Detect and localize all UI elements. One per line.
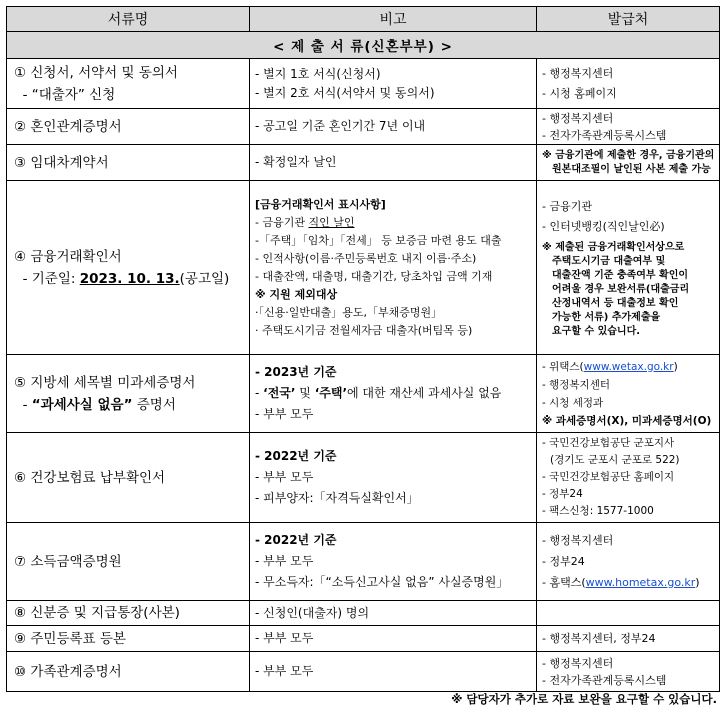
remark-line: - 부부 모두 xyxy=(255,407,314,421)
issuer-line: - 전자가족관계등록시스템 xyxy=(542,128,667,142)
issuer-note: ※ 제출된 금융거래확인서상으로 주택도시기금 대출여부 및 대출잔액 기준 충족여부 확인이 어려울 경우 보완서류(대출금리 산정내역서 등 대출정보 확인 가능한 서류) 추가제출을 요구할 수 있습니다. xyxy=(542,241,690,337)
issuer-line: - 행정복지센터 xyxy=(542,534,614,547)
doc-name: ⑩ 가족관계증명서 xyxy=(14,663,122,680)
remark-line: - 확정일자 날인 xyxy=(255,155,337,169)
remark-line: - 부부 모두 xyxy=(255,664,314,678)
remark-line: - 대출잔액, 대출명, 대출기간, 당초차입 금액 기재 xyxy=(255,269,493,283)
issuer-line: - 행정복지센터 xyxy=(542,378,610,391)
doc-name: ⑥ 건강보험료 납부확인서 xyxy=(14,469,166,486)
doc-name-sub: - “과세사실 없음” 증명서 xyxy=(14,396,176,413)
doc-name-sub: - “대출자” 신청 xyxy=(14,86,116,103)
table-row xyxy=(7,433,720,523)
wetax-link[interactable]: www.wetax.go.kr xyxy=(583,360,674,373)
base-date: 2023. 10. 13. xyxy=(79,270,180,287)
remark-note-heading: ※ 지원 제외대상 xyxy=(255,287,338,301)
table-row xyxy=(7,601,720,626)
doc-name-sub: - 기준일: 2023. 10. 13.(공고일) xyxy=(14,270,230,287)
issuer-note: ※ 과세증명서(X), 미과세증명서(O) xyxy=(542,414,712,427)
remark-line: - 무소득자:「“소득신고사실 없음” 사실증명원」 xyxy=(255,575,509,589)
issuer-line: - 홈택스(www.hometax.go.kr) xyxy=(542,576,700,589)
issuer-line: - 전자가족관계등록시스템 xyxy=(542,673,667,687)
issuer-line: - 정부24 xyxy=(542,488,583,500)
doc-name: ② 혼인관계증명서 xyxy=(14,118,122,135)
footer-note: ※ 담당자가 추가로 자료 보완을 요구할 수 있습니다. xyxy=(451,692,717,706)
remark-note: ·「신용·일반대출」용도,「부채증명원」 xyxy=(255,305,443,319)
header-row xyxy=(7,7,720,32)
issuer-note: ※ 금융기관에 제출한 경우, 금융기관의 xyxy=(542,149,715,161)
section-title: < 제 출 서 류(신혼부부) > xyxy=(7,32,720,59)
remark-line: - 부부 모두 xyxy=(255,470,314,484)
remark-line: - 인적사항(이름·주민등록번호 내지 이름·주소) xyxy=(255,251,477,265)
remark-line: -「주택」「임차」「전세」 등 보증금 마련 용도 대출 xyxy=(255,233,502,247)
remark-line: - 별지 1호 서식(신청서) xyxy=(255,66,381,81)
table-row xyxy=(7,626,720,652)
remark-year: - 2023년 기준 xyxy=(255,365,337,379)
remark-line: - 별지 2호 서식(서약서 및 동의서) xyxy=(255,85,435,100)
table-row xyxy=(7,355,720,433)
doc-name: ① 신청서, 서약서 및 동의서 xyxy=(14,64,178,81)
doc-name: ⑦ 소득금액증명원 xyxy=(14,553,122,570)
remark-year: - 2022년 기준 xyxy=(255,449,337,463)
remark-note: · 주택도시기금 전월세자금 대출자(버팀목 등) xyxy=(255,323,473,337)
issuer-line: - 시청 세정과 xyxy=(542,396,604,409)
documents-table xyxy=(6,6,720,692)
header-remarks: 비고 xyxy=(250,7,537,32)
issuer-line: - 행정복지센터 xyxy=(542,111,614,125)
issuer-empty xyxy=(537,601,720,626)
remark-line: - ‘전국’ 및 ‘주택’에 대한 재산세 과세사실 없음 xyxy=(255,386,502,400)
table-row xyxy=(7,652,720,692)
issuer-line: - 팩스신청: 1577-1000 xyxy=(542,505,654,517)
table-row xyxy=(7,523,720,601)
doc-name: ⑤ 지방세 세목별 미과세증명서 xyxy=(14,374,196,391)
issuer-line: - 인터넷뱅킹(직인날인必) xyxy=(542,219,665,233)
issuer-line: - 행정복지센터 xyxy=(542,66,614,80)
issuer-line: - 정부24 xyxy=(542,555,585,568)
doc-name: ⑧ 신분증 및 지급통장(사본) xyxy=(14,605,180,621)
issuer-note: 원본대조필이 날인된 사본 제출 가능 xyxy=(552,163,711,175)
remark-year: - 2022년 기준 xyxy=(255,533,337,547)
doc-name: ⑨ 주민등록표 등본 xyxy=(14,630,126,647)
issuer-line: - 행정복지센터, 정부24 xyxy=(542,632,656,645)
header-issuer: 발급처 xyxy=(537,7,720,32)
issuer-line: - 국민건강보험공단 홈페이지 xyxy=(542,471,675,483)
remark-heading: [금융거래확인서 표시사항] xyxy=(255,197,386,211)
remark-line: - 금융기관 직인 날인 xyxy=(255,215,355,229)
issuer-line: - 행정복지센터 xyxy=(542,656,614,670)
issuer-line: - 위택스(www.wetax.go.kr) xyxy=(542,360,678,373)
section-row xyxy=(7,32,720,59)
remark-line: - 피부양자:「자격득실확인서」 xyxy=(255,491,419,505)
table-row xyxy=(7,145,720,181)
issuer-line: - 국민건강보험공단 군포지사 xyxy=(542,437,675,449)
remark-line: - 공고일 기준 혼인기간 7년 이내 xyxy=(255,119,426,133)
remark-line: - 부부 모두 xyxy=(255,631,314,645)
remark-line: - 부부 모두 xyxy=(255,554,314,568)
doc-name: ③ 임대차계약서 xyxy=(14,154,109,171)
remark-line: - 신청인(대출자) 명의 xyxy=(255,605,370,620)
header-doc-name: 서류명 xyxy=(7,7,250,32)
table-row xyxy=(7,181,720,355)
table-row xyxy=(7,109,720,145)
issuer-line: (경기도 군포시 군포로 522) xyxy=(550,454,680,466)
table-row xyxy=(7,59,720,109)
doc-name: ④ 금융거래확인서 xyxy=(14,248,122,265)
issuer-line: - 시청 홈페이지 xyxy=(542,86,617,100)
hometax-link[interactable]: www.hometax.go.kr xyxy=(585,576,696,589)
issuer-line: - 금융기관 xyxy=(542,199,592,213)
